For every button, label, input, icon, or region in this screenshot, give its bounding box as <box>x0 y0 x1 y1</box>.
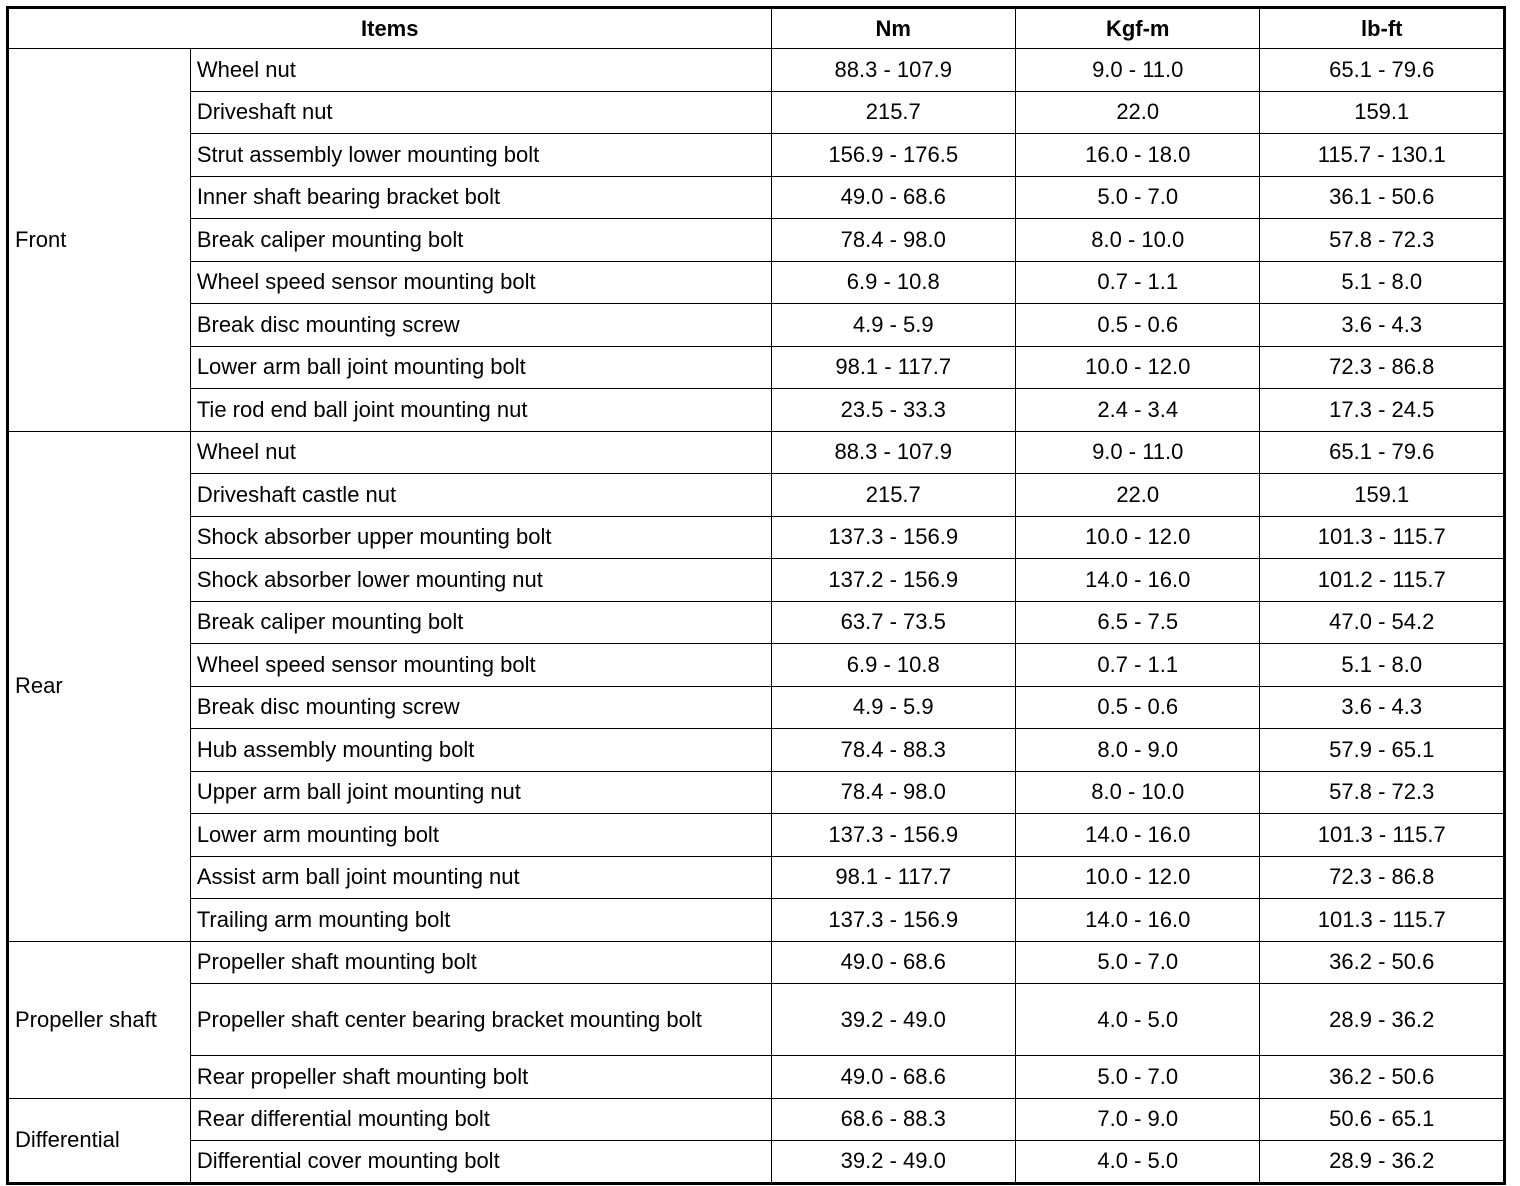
item-cell: Wheel speed sensor mounting bolt <box>190 261 771 304</box>
item-cell: Break disc mounting screw <box>190 304 771 347</box>
nm-cell: 215.7 <box>771 91 1016 134</box>
table-row <box>8 431 1505 474</box>
table-row <box>8 389 1505 432</box>
item-cell: Differential cover mounting bolt <box>190 1141 771 1184</box>
kgfm-cell: 10.0 - 12.0 <box>1016 516 1260 559</box>
lbft-cell: 36.1 - 50.6 <box>1260 176 1505 219</box>
lbft-cell: 65.1 - 79.6 <box>1260 431 1505 474</box>
lbft-cell: 3.6 - 4.3 <box>1260 686 1505 729</box>
lbft-cell: 57.8 - 72.3 <box>1260 771 1505 814</box>
lbft-cell: 36.2 - 50.6 <box>1260 941 1505 984</box>
kgfm-cell: 16.0 - 18.0 <box>1016 134 1260 177</box>
group-label: Front <box>8 49 191 432</box>
table-row <box>8 814 1505 857</box>
torque-spec-table <box>6 6 1506 1185</box>
item-cell: Assist arm ball joint mounting nut <box>190 856 771 899</box>
item-cell: Inner shaft bearing bracket bolt <box>190 176 771 219</box>
kgfm-cell: 0.5 - 0.6 <box>1016 304 1260 347</box>
table-row <box>8 134 1505 177</box>
nm-cell: 78.4 - 98.0 <box>771 219 1016 262</box>
kgfm-cell: 6.5 - 7.5 <box>1016 601 1260 644</box>
kgfm-cell: 14.0 - 16.0 <box>1016 814 1260 857</box>
lbft-cell: 3.6 - 4.3 <box>1260 304 1505 347</box>
nm-cell: 4.9 - 5.9 <box>771 304 1016 347</box>
table-row <box>8 304 1505 347</box>
table-row <box>8 559 1505 602</box>
kgfm-cell: 0.5 - 0.6 <box>1016 686 1260 729</box>
table-row <box>8 49 1505 92</box>
nm-cell: 78.4 - 98.0 <box>771 771 1016 814</box>
table-row <box>8 346 1505 389</box>
kgfm-cell: 4.0 - 5.0 <box>1016 1141 1260 1184</box>
table-row <box>8 1056 1505 1099</box>
kgfm-cell: 8.0 - 10.0 <box>1016 219 1260 262</box>
group-label: Propeller shaft <box>8 941 191 1098</box>
item-cell: Wheel nut <box>190 49 771 92</box>
table-row <box>8 601 1505 644</box>
lbft-cell: 57.8 - 72.3 <box>1260 219 1505 262</box>
lbft-cell: 50.6 - 65.1 <box>1260 1098 1505 1141</box>
group-label: Differential <box>8 1098 191 1183</box>
nm-cell: 6.9 - 10.8 <box>771 261 1016 304</box>
table-row <box>8 984 1505 1056</box>
kgfm-cell: 14.0 - 16.0 <box>1016 899 1260 942</box>
kgfm-cell: 9.0 - 11.0 <box>1016 49 1260 92</box>
item-cell: Break disc mounting screw <box>190 686 771 729</box>
table-header <box>8 8 1505 49</box>
lbft-cell: 17.3 - 24.5 <box>1260 389 1505 432</box>
nm-cell: 156.9 - 176.5 <box>771 134 1016 177</box>
nm-cell: 137.3 - 156.9 <box>771 899 1016 942</box>
nm-cell: 88.3 - 107.9 <box>771 431 1016 474</box>
lbft-cell: 115.7 - 130.1 <box>1260 134 1505 177</box>
kgfm-cell: 7.0 - 9.0 <box>1016 1098 1260 1141</box>
kgfm-cell: 8.0 - 9.0 <box>1016 729 1260 772</box>
table-row <box>8 729 1505 772</box>
lbft-cell: 36.2 - 50.6 <box>1260 1056 1505 1099</box>
nm-cell: 98.1 - 117.7 <box>771 346 1016 389</box>
table-row <box>8 644 1505 687</box>
nm-cell: 39.2 - 49.0 <box>771 984 1016 1056</box>
table-row <box>8 941 1505 984</box>
item-cell: Rear differential mounting bolt <box>190 1098 771 1141</box>
item-cell: Driveshaft nut <box>190 91 771 134</box>
nm-cell: 215.7 <box>771 474 1016 517</box>
item-cell: Shock absorber upper mounting bolt <box>190 516 771 559</box>
header-lbft: lb-ft <box>1260 8 1505 49</box>
lbft-cell: 159.1 <box>1260 474 1505 517</box>
header-row <box>8 8 1505 49</box>
lbft-cell: 28.9 - 36.2 <box>1260 984 1505 1056</box>
nm-cell: 137.3 - 156.9 <box>771 814 1016 857</box>
kgfm-cell: 14.0 - 16.0 <box>1016 559 1260 602</box>
kgfm-cell: 2.4 - 3.4 <box>1016 389 1260 432</box>
table-row <box>8 516 1505 559</box>
nm-cell: 4.9 - 5.9 <box>771 686 1016 729</box>
item-cell: Wheel nut <box>190 431 771 474</box>
item-cell: Driveshaft castle nut <box>190 474 771 517</box>
nm-cell: 49.0 - 68.6 <box>771 941 1016 984</box>
item-cell: Shock absorber lower mounting nut <box>190 559 771 602</box>
kgfm-cell: 10.0 - 12.0 <box>1016 346 1260 389</box>
header-items: Items <box>8 8 772 49</box>
item-cell: Break caliper mounting bolt <box>190 219 771 262</box>
item-cell: Propeller shaft center bearing bracket mounting bolt <box>190 984 771 1056</box>
nm-cell: 23.5 - 33.3 <box>771 389 1016 432</box>
nm-cell: 63.7 - 73.5 <box>771 601 1016 644</box>
lbft-cell: 101.3 - 115.7 <box>1260 899 1505 942</box>
item-cell: Propeller shaft mounting bolt <box>190 941 771 984</box>
item-cell: Strut assembly lower mounting bolt <box>190 134 771 177</box>
kgfm-cell: 22.0 <box>1016 474 1260 517</box>
item-cell: Upper arm ball joint mounting nut <box>190 771 771 814</box>
kgfm-cell: 0.7 - 1.1 <box>1016 261 1260 304</box>
table-row <box>8 1098 1505 1141</box>
lbft-cell: 72.3 - 86.8 <box>1260 346 1505 389</box>
nm-cell: 88.3 - 107.9 <box>771 49 1016 92</box>
lbft-cell: 159.1 <box>1260 91 1505 134</box>
table-row <box>8 899 1505 942</box>
lbft-cell: 5.1 - 8.0 <box>1260 644 1505 687</box>
nm-cell: 78.4 - 88.3 <box>771 729 1016 772</box>
header-nm: Nm <box>771 8 1016 49</box>
nm-cell: 137.3 - 156.9 <box>771 516 1016 559</box>
lbft-cell: 65.1 - 79.6 <box>1260 49 1505 92</box>
table-row <box>8 856 1505 899</box>
nm-cell: 98.1 - 117.7 <box>771 856 1016 899</box>
lbft-cell: 5.1 - 8.0 <box>1260 261 1505 304</box>
table-row <box>8 219 1505 262</box>
kgfm-cell: 10.0 - 12.0 <box>1016 856 1260 899</box>
kgfm-cell: 8.0 - 10.0 <box>1016 771 1260 814</box>
item-cell: Break caliper mounting bolt <box>190 601 771 644</box>
table-row <box>8 261 1505 304</box>
table-row <box>8 686 1505 729</box>
lbft-cell: 101.3 - 115.7 <box>1260 814 1505 857</box>
lbft-cell: 28.9 - 36.2 <box>1260 1141 1505 1184</box>
item-cell: Lower arm ball joint mounting bolt <box>190 346 771 389</box>
header-kgfm: Kgf-m <box>1016 8 1260 49</box>
kgfm-cell: 9.0 - 11.0 <box>1016 431 1260 474</box>
kgfm-cell: 5.0 - 7.0 <box>1016 941 1260 984</box>
kgfm-cell: 22.0 <box>1016 91 1260 134</box>
item-cell: Trailing arm mounting bolt <box>190 899 771 942</box>
lbft-cell: 72.3 - 86.8 <box>1260 856 1505 899</box>
table-body <box>8 49 1505 1184</box>
kgfm-cell: 4.0 - 5.0 <box>1016 984 1260 1056</box>
table-row <box>8 176 1505 219</box>
table-row <box>8 1141 1505 1184</box>
item-cell: Wheel speed sensor mounting bolt <box>190 644 771 687</box>
nm-cell: 137.2 - 156.9 <box>771 559 1016 602</box>
item-cell: Hub assembly mounting bolt <box>190 729 771 772</box>
kgfm-cell: 5.0 - 7.0 <box>1016 176 1260 219</box>
nm-cell: 49.0 - 68.6 <box>771 176 1016 219</box>
item-cell: Tie rod end ball joint mounting nut <box>190 389 771 432</box>
lbft-cell: 101.2 - 115.7 <box>1260 559 1505 602</box>
table-row <box>8 91 1505 134</box>
item-cell: Lower arm mounting bolt <box>190 814 771 857</box>
table-row <box>8 474 1505 517</box>
nm-cell: 6.9 - 10.8 <box>771 644 1016 687</box>
nm-cell: 68.6 - 88.3 <box>771 1098 1016 1141</box>
table-row <box>8 771 1505 814</box>
lbft-cell: 101.3 - 115.7 <box>1260 516 1505 559</box>
item-cell: Rear propeller shaft mounting bolt <box>190 1056 771 1099</box>
kgfm-cell: 5.0 - 7.0 <box>1016 1056 1260 1099</box>
nm-cell: 49.0 - 68.6 <box>771 1056 1016 1099</box>
group-label: Rear <box>8 431 191 941</box>
nm-cell: 39.2 - 49.0 <box>771 1141 1016 1184</box>
lbft-cell: 57.9 - 65.1 <box>1260 729 1505 772</box>
lbft-cell: 47.0 - 54.2 <box>1260 601 1505 644</box>
kgfm-cell: 0.7 - 1.1 <box>1016 644 1260 687</box>
